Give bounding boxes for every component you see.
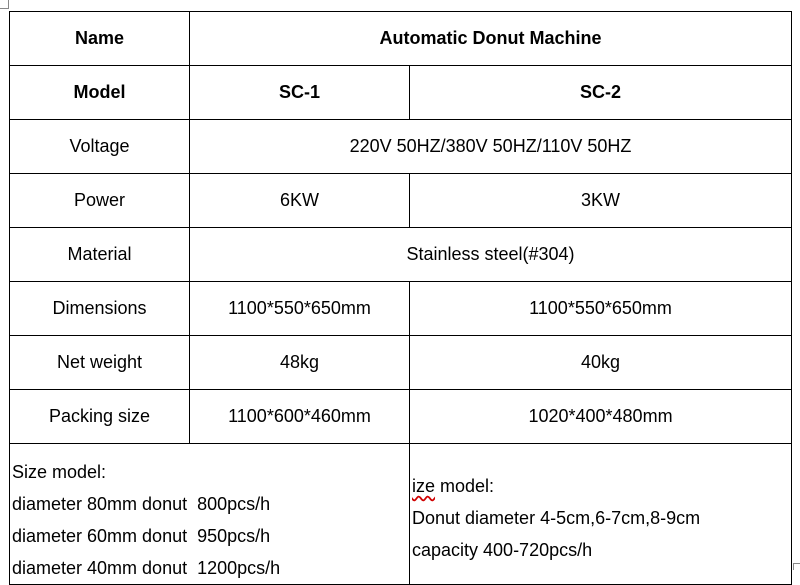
row-size-model [10, 444, 792, 585]
corner-mark-bottom-right [793, 563, 800, 570]
notes-left-line: Size model: [12, 462, 107, 482]
model-sc2: SC-2 [410, 66, 792, 120]
power-sc1: 6KW [190, 174, 410, 228]
corner-mark-top-left [0, 0, 9, 9]
name-label: Name [10, 12, 190, 66]
model-sc1: SC-1 [190, 66, 410, 120]
spellcheck-underlined-word: ize [412, 476, 436, 496]
notes-left-line: diameter 60mm donut 950pcs/h [12, 526, 271, 546]
notes-right-line: capacity 400-720pcs/h [412, 540, 593, 560]
packing-size-sc2: 1020*400*480mm [410, 390, 792, 444]
voltage-value: 220V 50HZ/380V 50HZ/110V 50HZ [190, 120, 792, 174]
row-power [10, 174, 792, 228]
packing-size-sc1: 1100*600*460mm [190, 390, 410, 444]
notes-right-heading-rest: model: [435, 476, 495, 496]
material-label: Material [10, 228, 190, 282]
spec-table [9, 11, 792, 585]
net-weight-label: Net weight [10, 336, 190, 390]
size-model-notes-sc2 [410, 444, 792, 585]
row-name [10, 12, 792, 66]
size-model-notes-sc1 [10, 444, 410, 585]
row-packing-size [10, 390, 792, 444]
row-voltage [10, 120, 792, 174]
row-model [10, 66, 792, 120]
dimensions-label: Dimensions [10, 282, 190, 336]
notes-right-line: Donut diameter 4-5cm,6-7cm,8-9cm [412, 508, 701, 528]
power-label: Power [10, 174, 190, 228]
notes-left-line: diameter 80mm donut 800pcs/h [12, 494, 271, 514]
dimensions-sc1: 1100*550*650mm [190, 282, 410, 336]
net-weight-sc2: 40kg [410, 336, 792, 390]
net-weight-sc1: 48kg [190, 336, 410, 390]
row-net-weight [10, 336, 792, 390]
packing-size-label: Packing size [10, 390, 190, 444]
power-sc2: 3KW [410, 174, 792, 228]
name-value: Automatic Donut Machine [190, 12, 792, 66]
notes-right-heading [412, 470, 791, 502]
voltage-label: Voltage [10, 120, 190, 174]
row-material [10, 228, 792, 282]
notes-left-line: diameter 40mm donut 1200pcs/h [12, 558, 281, 578]
dimensions-sc2: 1100*550*650mm [410, 282, 792, 336]
model-label: Model [10, 66, 190, 120]
row-dimensions [10, 282, 792, 336]
material-value: Stainless steel(#304) [190, 228, 792, 282]
